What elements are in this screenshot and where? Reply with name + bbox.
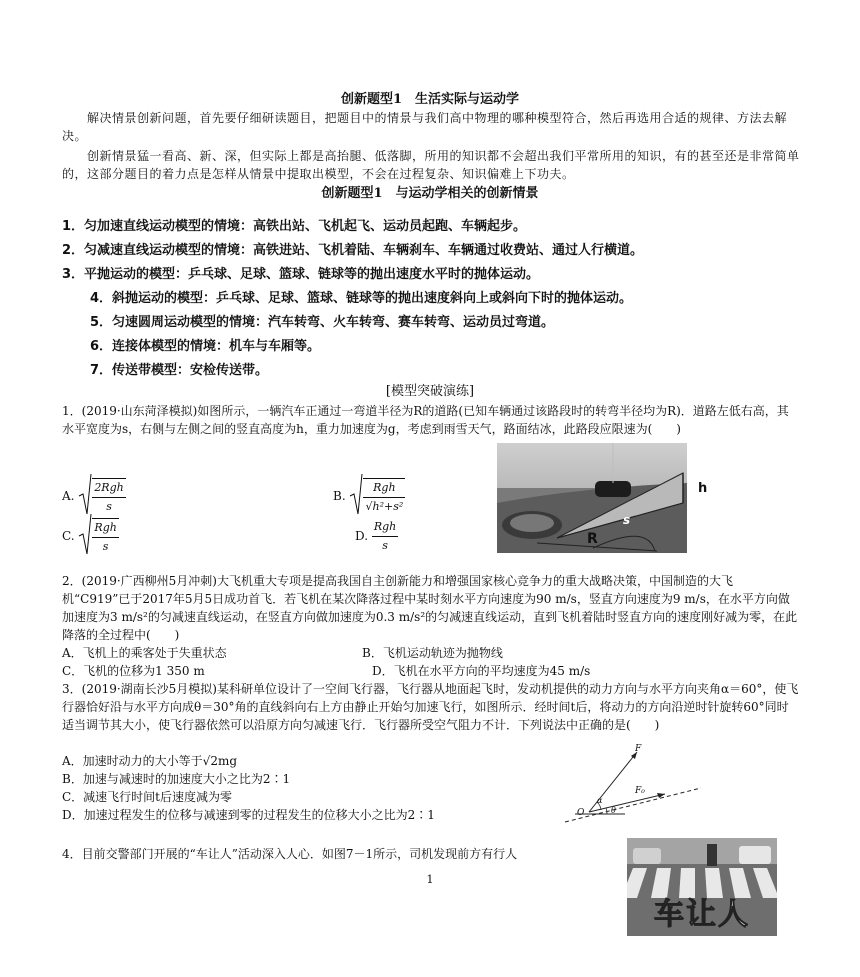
radical-icon <box>349 472 363 521</box>
q4-crosswalk-photo <box>627 838 777 936</box>
q1-b-numerator: Rgh <box>363 479 405 498</box>
q3-label-o: O <box>577 808 585 818</box>
q1-c-denominator: s <box>102 539 109 553</box>
q2-stem: 2．(2019·广西柳州5月冲刺)大飞机重大专项是提高我国自主创新能力和增强国家核心竞争力的重大战略决策，中国制造的大飞机“C919”已于2017年5月5日成功首飞．若飞机在某次降落过程中某时刻水平方向速度为90 m/s，竖直方向速度为9 m/s，在水平方向做加速度为3 m/s²的匀减速直线运动，在竖直方向做加速度为0.3 m/s²的匀减速直线运动，直到飞机着陆时竖直方向的速度刚好减为零，在此降落的全过程中( ) <box>62 574 798 642</box>
q1-c-numerator: Rgh <box>92 519 118 538</box>
model-item-3: 3．平抛运动的模型：乒乓球、足球、篮球、链球等的抛出速度水平时的抛体运动。 <box>62 267 540 282</box>
model-item-6: 6．连接体模型的情境：机车与车厢等。 <box>90 339 321 354</box>
model-item-7: 7．传送带模型：安检传送带。 <box>90 363 269 378</box>
q2-option-b: B．飞机运动轨迹为抛物线 <box>362 646 503 660</box>
model-item-4: 4．斜抛运动的模型：乒乓球、足球、篮球、链球等的抛出速度斜向上或斜向下时的抛体运动。 <box>90 291 633 306</box>
q3-force-diagram <box>555 744 705 830</box>
q3-stem: 3．(2019·湖南长沙5月模拟)某科研单位设计了一空间飞行器，飞行器从地面起飞时，发动机提供的动力方向与水平方向夹角α＝60°，使飞行器恰好沿与水平方向成θ＝30°角的直线斜向右上方由静止开始匀加速飞行，如图所示．经时间t后，将动力的方向沿逆时针旋转60°同时适当调节其大小，使飞行器依然可以沿原方向匀减速飞行．飞行器所受空气阻力不计．下列说法中正确的是( ) <box>62 682 799 732</box>
page-title: 创新题型1 生活实际与运动学 <box>340 92 520 107</box>
q3-option-d: D．加速过程发生的位移与减速到零的过程发生的位移大小之比为2∶1 <box>62 808 435 822</box>
q1-d-label: D. <box>355 529 369 543</box>
q2-option-d: D．飞机在水平方向的平均速度为45 m/s <box>372 664 591 678</box>
q1-a-numerator: 2Rgh <box>92 479 125 498</box>
q3-label-alpha: α <box>597 796 603 805</box>
q1-option-c <box>62 512 119 561</box>
q3-label-f0: F₀ <box>635 786 645 796</box>
intro-paragraph-1: 解决情景创新问题，首先要仔细研读题目，把题目中的情景与我们高中物理的哪种模型符合，然后再选用合适的规律、方法去解决。 <box>62 111 788 143</box>
q3-label-theta: θ <box>611 806 616 815</box>
intro-paragraph-2: 创新情景猛一看高、新、深，但实际上都是高抬腿、低落脚，所用的知识都不会超出我们平常所用的知识，有的甚至还是非常简单的，这部分题目的着力点是怎样从情景中提取出模型，不会在过程复杂、知识偏难上下功夫。 <box>62 149 800 181</box>
model-item-5: 5．匀速圆周运动模型的情境：汽车转弯、火车转弯、赛车转弯、运动员过弯道。 <box>90 315 555 330</box>
q4-stem: 4．目前交警部门开展的“车让人”活动深入人心．如图7－1所示，司机发现前方有行人 <box>62 847 518 861</box>
q3-option-c: C．减速飞行时间t后速度减为零 <box>62 790 233 804</box>
q1-option-d <box>355 518 398 555</box>
q3-option-b: B．加速与减速时的加速度大小之比为2∶1 <box>62 772 291 786</box>
q1-stem: 1．(2019·山东菏泽模拟)如图所示，一辆汽车正通过一弯道半径为R的道路(已知车辆通过该路段时的转弯半径均为R)．道路左低右高，其水平宽度为s，右侧与左侧之间的竖直高度为h，重力加速度为g，考虑到雨雪天气，路面结冰，此路段应限速为( ) <box>62 404 789 436</box>
q1-option-b <box>333 472 405 521</box>
q1-fig-label-s: s <box>623 513 631 527</box>
q3-option-a: A．加速时动力的大小等于√2mg <box>62 754 238 768</box>
section-subtitle: 创新题型1 与运动学相关的创新情景 <box>321 186 539 201</box>
q1-b-label: B. <box>333 489 346 503</box>
q1-fig-label-h: h <box>698 481 708 496</box>
q2-option-a: A．飞机上的乘客处于失重状态 <box>62 646 227 660</box>
q1-a-label: A. <box>62 489 75 503</box>
model-item-1: 1．匀加速直线运动模型的情境：高铁出站、飞机起飞、运动员起跑、车辆起步。 <box>62 219 527 234</box>
q1-road-figure <box>497 443 719 553</box>
q1-b-denominator: √h²+s² <box>365 499 404 513</box>
q2-option-c: C．飞机的位移为1 350 m <box>62 664 205 678</box>
page-number: 1 <box>426 873 434 886</box>
radical-icon <box>78 512 92 561</box>
q1-fig-label-r: R <box>587 531 598 547</box>
q1-d-denominator: s <box>382 539 388 552</box>
q1-a-denominator: s <box>106 499 112 513</box>
q1-c-label: C. <box>62 529 75 543</box>
exercise-heading: [模型突破演练] <box>385 384 475 399</box>
q1-d-numerator: Rgh <box>372 518 398 537</box>
q3-label-f: F <box>635 744 642 754</box>
model-item-2: 2．匀减速直线运动模型的情境：高铁进站、飞机着陆、车辆刹车、车辆通过收费站、通过人行横道。 <box>62 243 644 258</box>
q4-sign-text: 车让人 <box>654 897 750 932</box>
